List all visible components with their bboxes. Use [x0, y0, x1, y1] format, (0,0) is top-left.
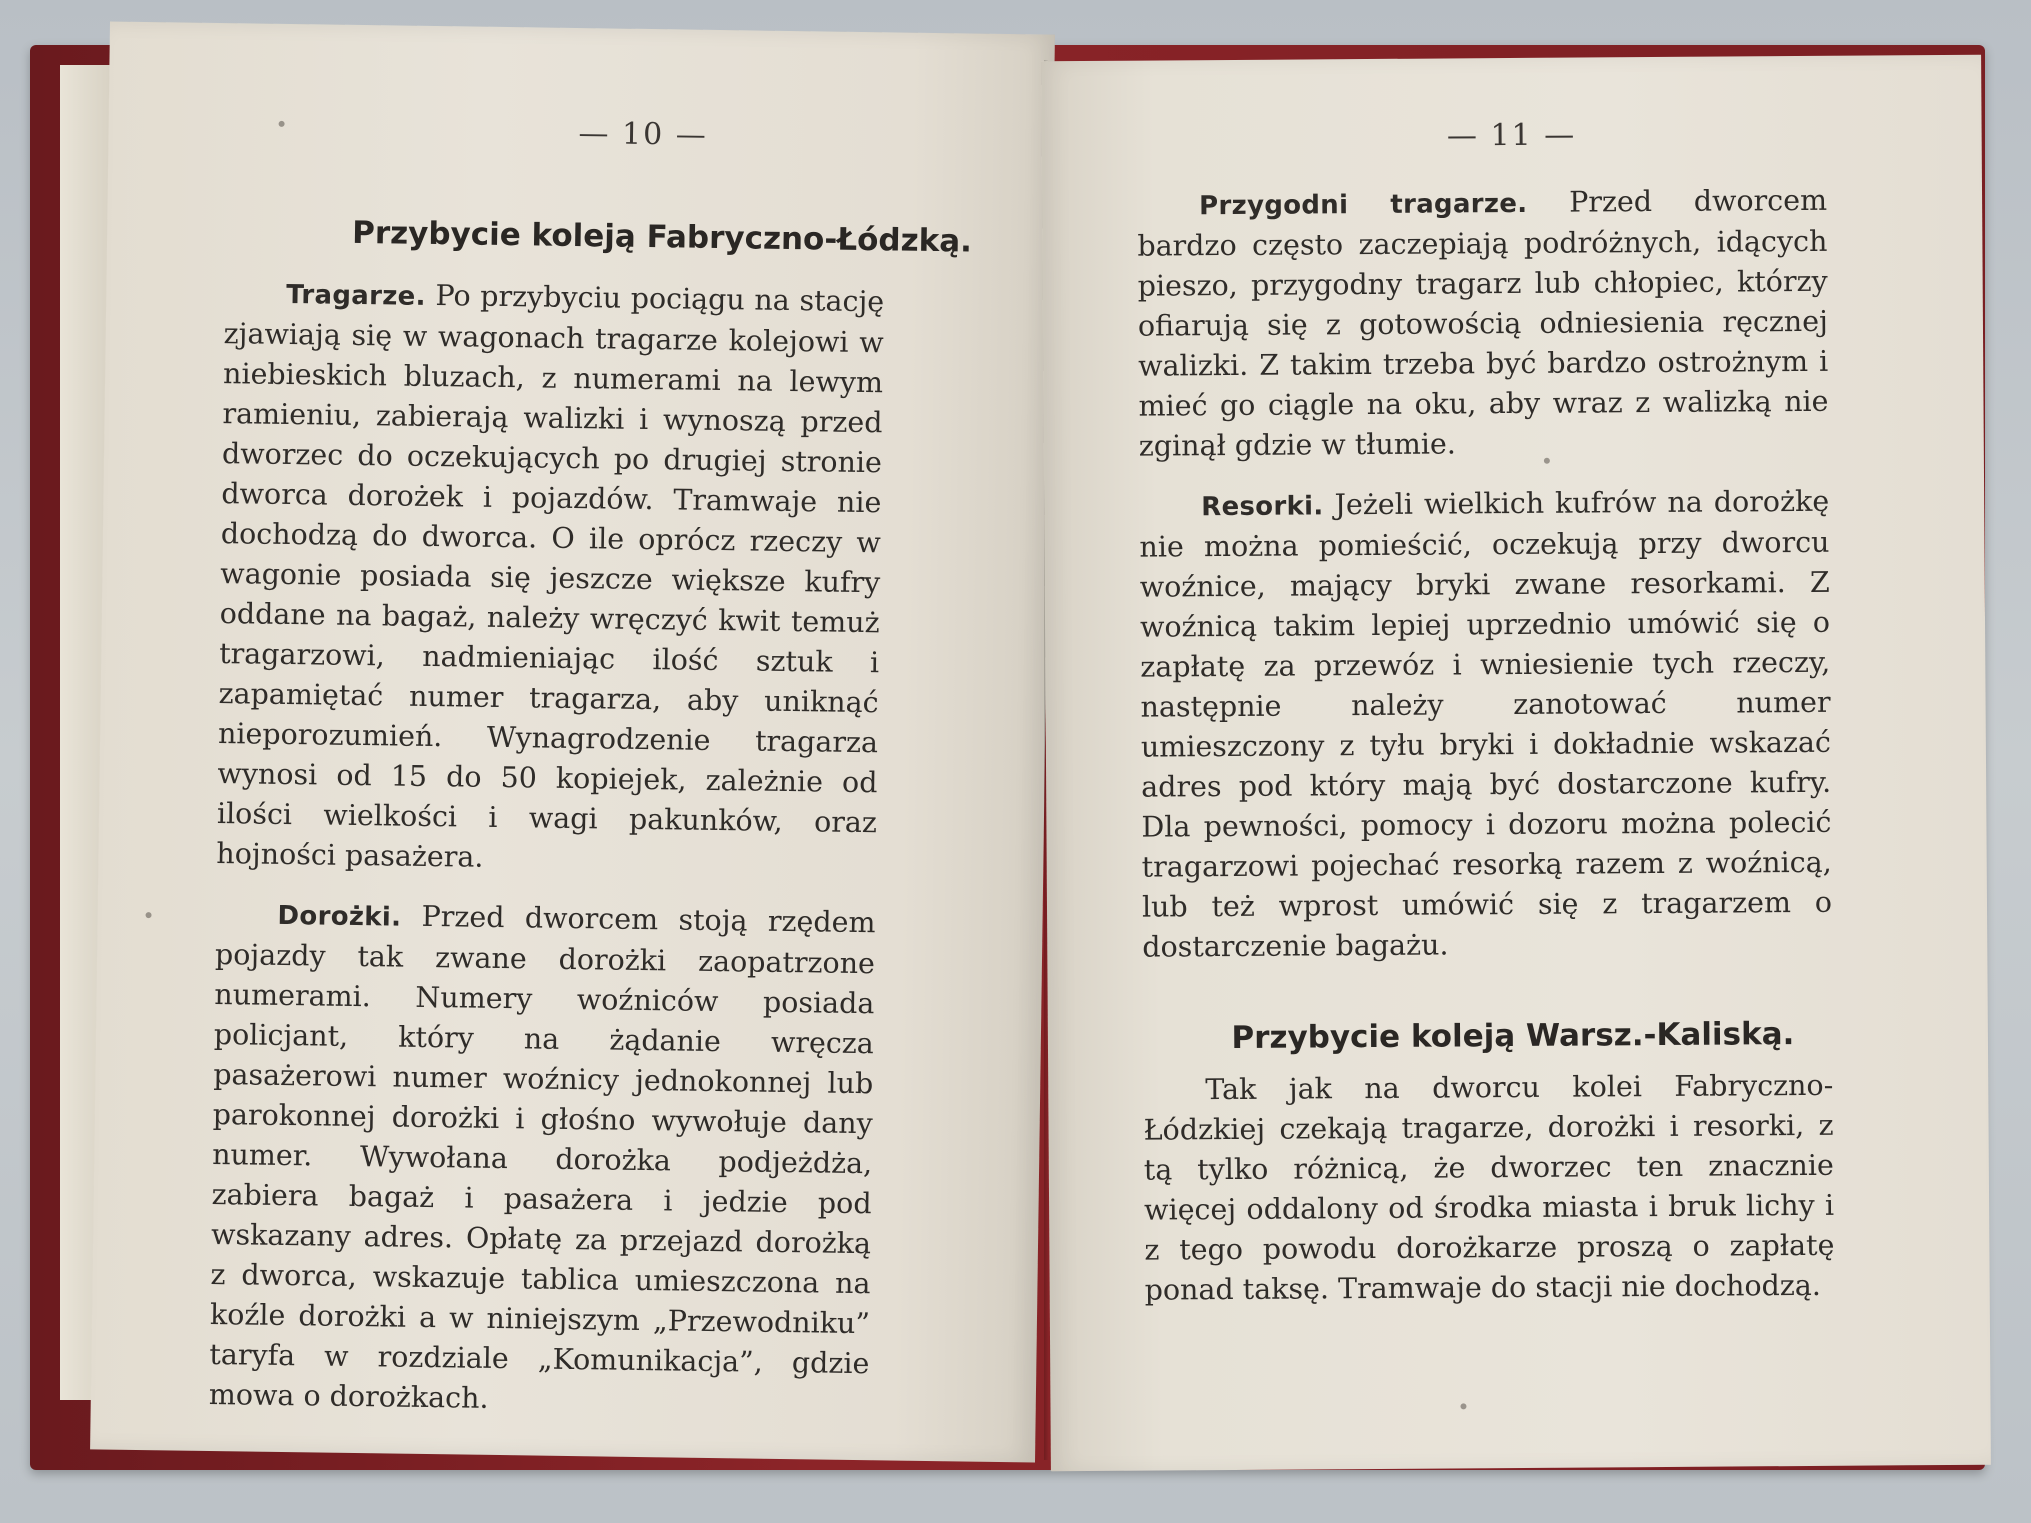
runin-label: Resorki. — [1201, 491, 1324, 523]
paper-speck — [1460, 1403, 1466, 1409]
paper-speck — [279, 121, 285, 127]
paragraph-resorki — [1139, 482, 1832, 968]
right-page-text — [1137, 181, 1832, 968]
paper-speck — [1544, 458, 1550, 464]
paragraph-body: Przed dworcem bardzo często zaczepiają podróżnych, idących pieszo, przygodny tragarz lub chłopiec, którzy ofiarują się z gotowością odniesienia ręcznej walizki. Z takim trzeba być bardzo ostrożnym i mieć go ciągle na oku, aby wraz z walizką nie zginął gdzie w tłumie. — [1137, 183, 1829, 463]
runin-label: Przygodni tragarze. — [1199, 188, 1528, 222]
paragraph-body: Po przybyciu pociągu na stację zjawiają się w wagonach tragarze kolejowi w niebieskich bluzach, z numerami na lewym ramieniu, zabierają walizki i wynoszą przed dworzec do oczekujących po drugiej stronie dworca dorożek i pojazdów. Tramwaje nie dochodzą do dworca. O ile oprócz rzeczy w wagonie posiada się jeszcze większe kufry oddane na bagaż, należy wręczyć kwit temuż tragarzowi, nadmieniając ilość sztuk i zapamiętać numer tragarza, aby uniknąć nieporozumień. Wynagrodzenie tragarza wynosi od 15 do 50 kopiejek, zależnie od ilości wielkości i wagi pakunków, oraz hojności pasażera. — [216, 278, 885, 874]
left-page-text — [209, 273, 885, 1424]
page-number-left: — 10 — — [578, 116, 708, 153]
right-page — [1041, 55, 1991, 1472]
section-heading-fabryczno-lodzka: Przybycie koleją Fabryczno-Łódzką. — [351, 214, 973, 260]
page-number-right: — 11 — — [1446, 117, 1577, 154]
section-heading-warsz-kaliska: Przybycie koleją Warsz.-Kaliską. — [1231, 1016, 1795, 1056]
paragraph-dorozki — [209, 894, 876, 1424]
runin-label: Tragarze. — [286, 279, 426, 312]
paragraph-body: Przed dworcem stoją rzędem pojazdy tak zwane dorożki zaopatrzone numerami. Numery woźniców posiada policjant, który na żądanie wręcza pasażerowi numer woźnicy jednokonnej lub parokonnej dorożki i głośno wywołuje dany numer. Wywołana dorożka podjeżdża, zabiera bagaż i pasażera i jedzie pod wskazany adres. Opłatę za przejazd dorożką z dworca, wskazuje tablica umieszczona na koźle dorożki a w niniejszym „Przewodniku” taryfa w rozdziale „Komunikacja”, gdzie mowa o dorożkach. — [208, 899, 876, 1415]
paragraph-tragarze — [216, 273, 884, 883]
paragraph-closing: Tak jak na dworcu kolei Fabryczno-Łódzkiej czekają tragarze, dorożki i resorki, z tą tylko różnicą, że dworzec ten znacznie więcej oddalony od środka miasta i bruk lichy i z tego powodu dorożkarze proszą o zapłatę ponad taksę. Tramwaje do stacji nie dochodzą. — [1143, 1068, 1835, 1307]
runin-label: Dorożki. — [277, 900, 402, 933]
paper-speck — [146, 912, 152, 918]
left-page — [90, 21, 1055, 1462]
paragraph-body: Jeżeli wielkich kufrów na dorożkę nie można pomieścić, oczekują przy dworcu woźnice, mający bryki zwane resorkami. Z woźnicą takim lepiej uprzednio umówić się o zapłatę za przewóz i wniesienie tych rzeczy, następnie należy zanotować numer umieszczony z tyłu bryki i dokładnie wskazać adres pod który mają być dostarczone kufry. Dla pewności, pomocy i dozoru można polecić tragarzowi pojechać resorką razem z woźnicą, lub też wprost umówić się z tragarzem o dostarczenie bagażu. — [1139, 484, 1833, 964]
right-page-closing-text — [1143, 1066, 1835, 1311]
paragraph-przygodni-tragarze — [1137, 181, 1829, 467]
